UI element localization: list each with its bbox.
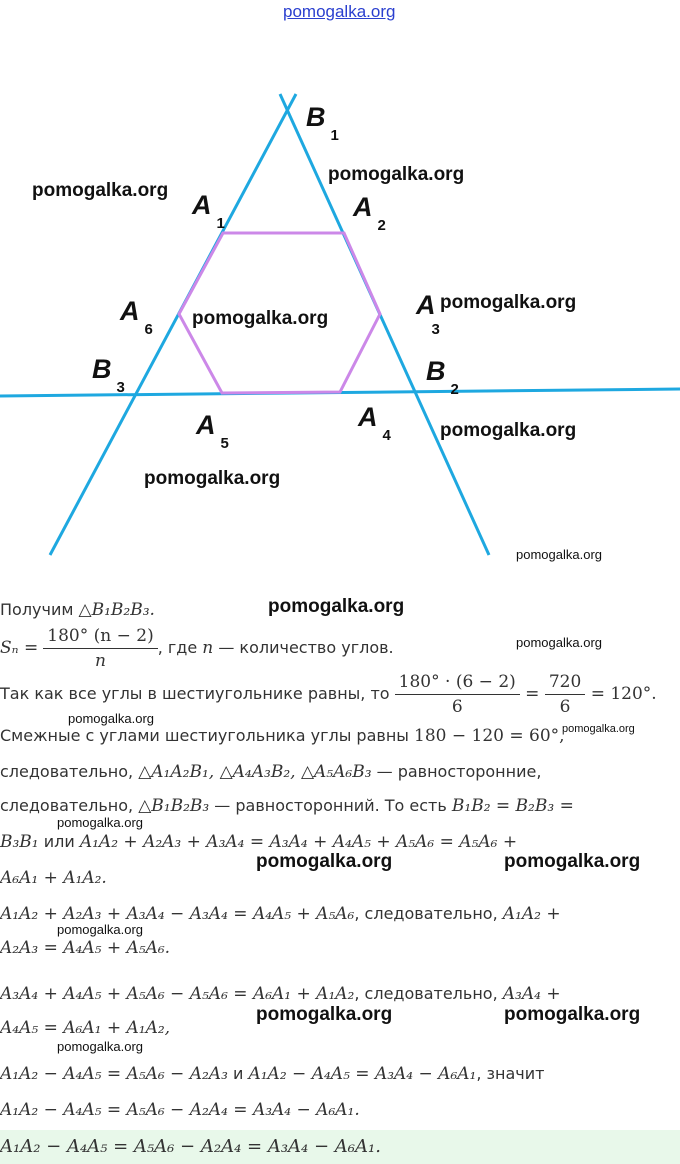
watermark: pomogalka.org xyxy=(256,1004,393,1025)
label-b2: $B_2$ xyxy=(426,356,459,399)
fraction-sum-formula: $\frac{180^\circ (n - 2)}{n}$ xyxy=(43,626,157,671)
text-line-1: Получим △B₁B₂B₃. xyxy=(0,600,155,620)
watermark: pomogalka.org xyxy=(57,1039,143,1054)
text-line-6: следовательно, △B₁B₂B₃ — равносторонний. То есть B₁B₂ = B₂B₃ = xyxy=(0,796,574,816)
label-a4: $A_4$ xyxy=(358,402,391,445)
watermark: pomogalka.org xyxy=(504,851,641,872)
watermark: pomogalka.org xyxy=(268,596,405,617)
text-line-4: Смежные с углами шестиугольника углы равны 180 − 120 = 60°, xyxy=(0,726,565,746)
watermark: pomogalka.org xyxy=(57,815,143,830)
text-line-2: Sₙ = $\frac{180^\circ (n - 2)}{n}$ , где n — количество углов. xyxy=(0,626,394,671)
answer-line: A₁A₂ − A₄A₅ = A₅A₆ − A₂A₄ = A₃A₄ − A₆A₁. xyxy=(0,1136,381,1157)
text-line-13: A₁A₂ − A₄A₅ = A₅A₆ − A₂A₃ и A₁A₂ − A₄A₅ = A₃A₄ − A₆A₁, значит xyxy=(0,1064,545,1084)
text-line-7: B₃B₁ или A₁A₂ + A₂A₃ + A₃A₄ = A₃A₄ + A₄A₅ + A₅A₆ = A₅A₆ + xyxy=(0,832,518,852)
text-line-9: A₁A₂ + A₂A₃ + A₃A₄ − A₃A₄ = A₄A₅ + A₅A₆, следовательно, A₁A₂ + xyxy=(0,904,561,924)
watermark: pomogalka.org xyxy=(68,711,154,726)
watermark-top-link[interactable]: pomogalka.org xyxy=(283,2,396,21)
text-line-8: A₆A₁ + A₁A₂. xyxy=(0,868,107,888)
watermark: pomogalka.org xyxy=(192,308,329,329)
watermark: pomogalka.org xyxy=(57,922,143,937)
label-a6: $A_6$ xyxy=(120,296,153,339)
watermark: pomogalka.org xyxy=(516,635,602,650)
text-line-3: Так как все углы в шестиугольнике равны, то $\frac{180^\circ \cdot (6 - 2)}{6}$ = $\frac{720}{6}$ = 120°. xyxy=(0,672,657,717)
text-line-12: A₄A₅ = A₆A₁ + A₁A₂, xyxy=(0,1018,171,1038)
watermark: pomogalka.org xyxy=(504,1004,641,1025)
watermark: pomogalka.org xyxy=(328,164,465,185)
watermark: pomogalka.org xyxy=(562,723,635,735)
label-b3: $B_3$ xyxy=(92,354,125,397)
label-b1: $B_1$ xyxy=(306,102,339,145)
fraction-angle: $\frac{180^\circ \cdot (6 - 2)}{6}$ xyxy=(395,672,520,717)
watermark: pomogalka.org xyxy=(440,420,577,441)
label-a2: $A_2$ xyxy=(353,192,386,235)
label-a1: $A_1$ xyxy=(192,190,225,233)
text-line-11: A₃A₄ + A₄A₅ + A₅A₆ − A₅A₆ = A₆A₁ + A₁A₂, следовательно, A₃A₄ + xyxy=(0,984,561,1004)
watermark: pomogalka.org xyxy=(256,851,393,872)
text-line-14: A₁A₂ − A₄A₅ = A₅A₆ − A₂A₄ = A₃A₄ − A₆A₁. xyxy=(0,1100,360,1120)
watermark: pomogalka.org xyxy=(32,180,169,201)
watermark: pomogalka.org xyxy=(440,292,577,313)
text-line-5: следовательно, △A₁A₂B₁, △A₄A₃B₂, △A₅A₆B₃ — равносторонние, xyxy=(0,762,542,782)
label-a5: $A_5$ xyxy=(196,410,229,453)
label-a3: $A_3$ xyxy=(416,290,440,339)
watermark: pomogalka.org xyxy=(144,468,281,489)
watermark: pomogalka.org xyxy=(516,547,602,562)
fraction-720: $\frac{720}{6}$ xyxy=(545,672,585,717)
text-line-10: A₂A₃ = A₄A₅ + A₅A₆. xyxy=(0,938,171,958)
geometry-diagram xyxy=(0,0,680,580)
